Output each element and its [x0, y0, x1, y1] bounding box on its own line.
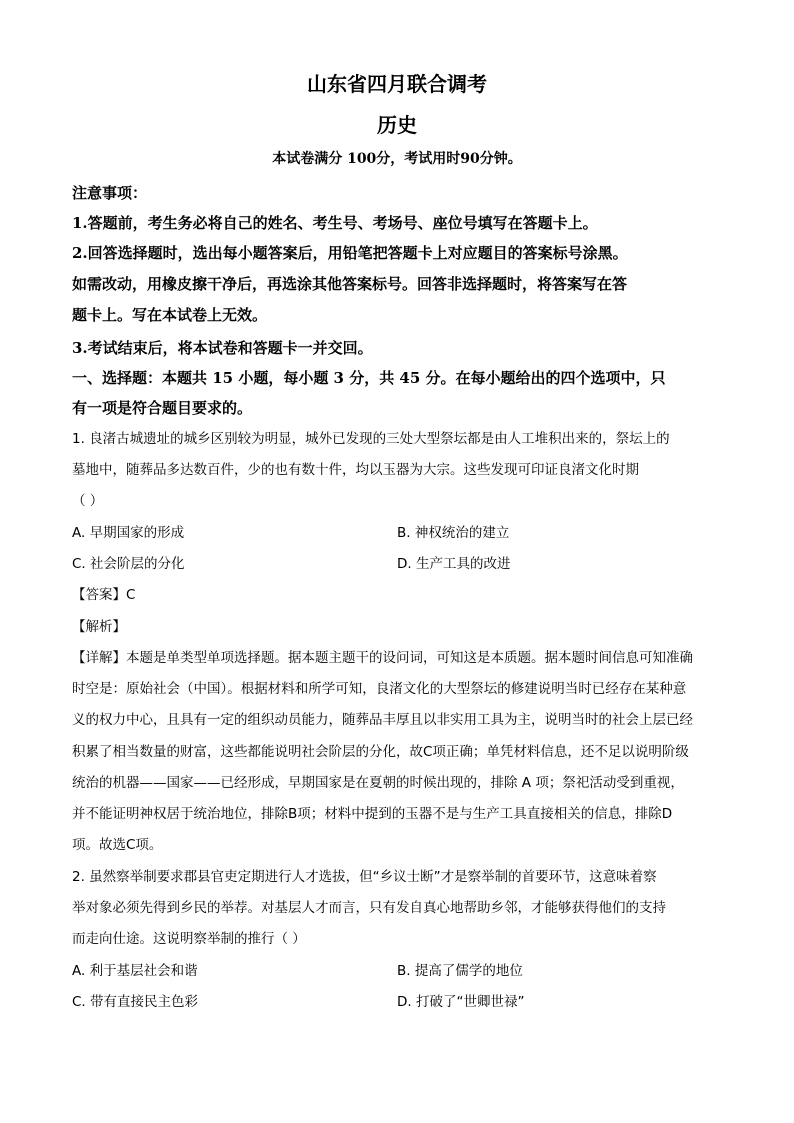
notice-line-4: 题卡上。写在本试卷上无效。	[72, 306, 268, 324]
q1-analysis-line-4: 积累了相当数量的财富，这些都能说明社会阶层的分化，故C项正确；单凭材料信息，还不足以说明阶级	[72, 744, 689, 760]
notice-line-5: 3.考试结束后，将本试卷和答题卡一并交回。	[72, 339, 373, 357]
q2-stem-line-3: 而走向仕途。这说明察举制的推行（ ）	[72, 931, 306, 947]
q1-analysis-line-5: 统治的机器——国家——已经形成，早期国家是在夏朝的时候出现的，排除 A 项；祭祀活动受到重视，	[72, 775, 684, 791]
q1-analysis-line-1: 【详解】本题是单类型单项选择题。据本题主题干的设问词，可知这是本质题。据本题时间信息可知准确	[72, 650, 693, 666]
q2-option-d: D. 打破了“世卿世禄”	[397, 994, 525, 1010]
exam-title: 山东省四月联合调考	[307, 72, 487, 96]
q1-analysis-line-7: 项。故选C项。	[72, 837, 163, 853]
q1-stem-line-3: （ ）	[72, 493, 104, 509]
q1-option-b: B. 神权统治的建立	[397, 525, 510, 541]
subject-title: 历史	[377, 113, 417, 137]
exam-info: 本试卷满分 100分，考试用时90分钟。	[272, 151, 522, 167]
q2-option-a: A. 利于基层社会和谐	[72, 963, 198, 979]
q1-stem-line-1: 1. 良渚古城遗址的城乡区别较为明显，城外已发现的三处大型祭坛都是由人工堆积出来的，祭坛上的	[72, 431, 670, 447]
q1-option-a: A. 早期国家的形成	[72, 525, 185, 541]
section-heading-line-2: 有一项是符合题目要求的。	[72, 399, 253, 417]
q1-option-d: D. 生产工具的改进	[397, 556, 511, 572]
q2-option-b: B. 提高了儒学的地位	[397, 963, 523, 979]
q2-stem-line-2: 举对象必须先得到乡民的举荐。对基层人才而言，只有发自真心地帮助乡邻，才能够获得他们的支持	[72, 900, 666, 916]
section-heading-line-1: 一、选择题：本题共 15 小题，每小题 3 分，共 45 分。在每小题给出的四个选项中，只	[72, 369, 666, 387]
q1-analysis-line-6: 并不能证明神权居于统治地位，排除B项；材料中提到的玉器不是与生产工具直接相关的信息，排除D	[72, 806, 673, 822]
q1-analysis-line-2: 时空是：原始社会（中国）。根据材料和所学可知，良渚文化的大型祭坛的修建说明当时已经存在某种意	[72, 681, 687, 697]
notice-line-1: 1.答题前，考生务必将自己的姓名、考生号、考场号、座位号填写在答题卡上。	[72, 214, 598, 232]
notice-heading: 注意事项：	[72, 184, 148, 202]
q1-analysis-label: 【解析】	[72, 619, 126, 635]
q2-option-c: C. 带有直接民主色彩	[72, 994, 199, 1010]
q1-analysis-line-3: 义的权力中心，且具有一定的组织动员能力，随葬品丰厚且以非实用工具为主，说明当时的社会上层已经	[72, 712, 693, 728]
notice-line-2: 2.回答选择题时，选出每小题答案后，用铅笔把答题卡上对应题目的答案标号涂黑。	[72, 244, 628, 262]
notice-line-3: 如需改动，用橡皮擦干净后，再选涂其他答案标号。回答非选择题时，将答案写在答	[72, 275, 628, 293]
q1-answer: 【答案】C	[72, 587, 136, 603]
q1-stem-line-2: 墓地中，随葬品多达数百件，少的也有数十件，均以玉器为大宗。这些发现可印证良渚文化时期	[72, 462, 639, 478]
q1-option-c: C. 社会阶层的分化	[72, 556, 185, 572]
q2-stem-line-1: 2. 虽然察举制要求郡县官吏定期进行人才选拔，但“乡议士断”才是察举制的首要环节，这意味着察	[72, 869, 657, 885]
